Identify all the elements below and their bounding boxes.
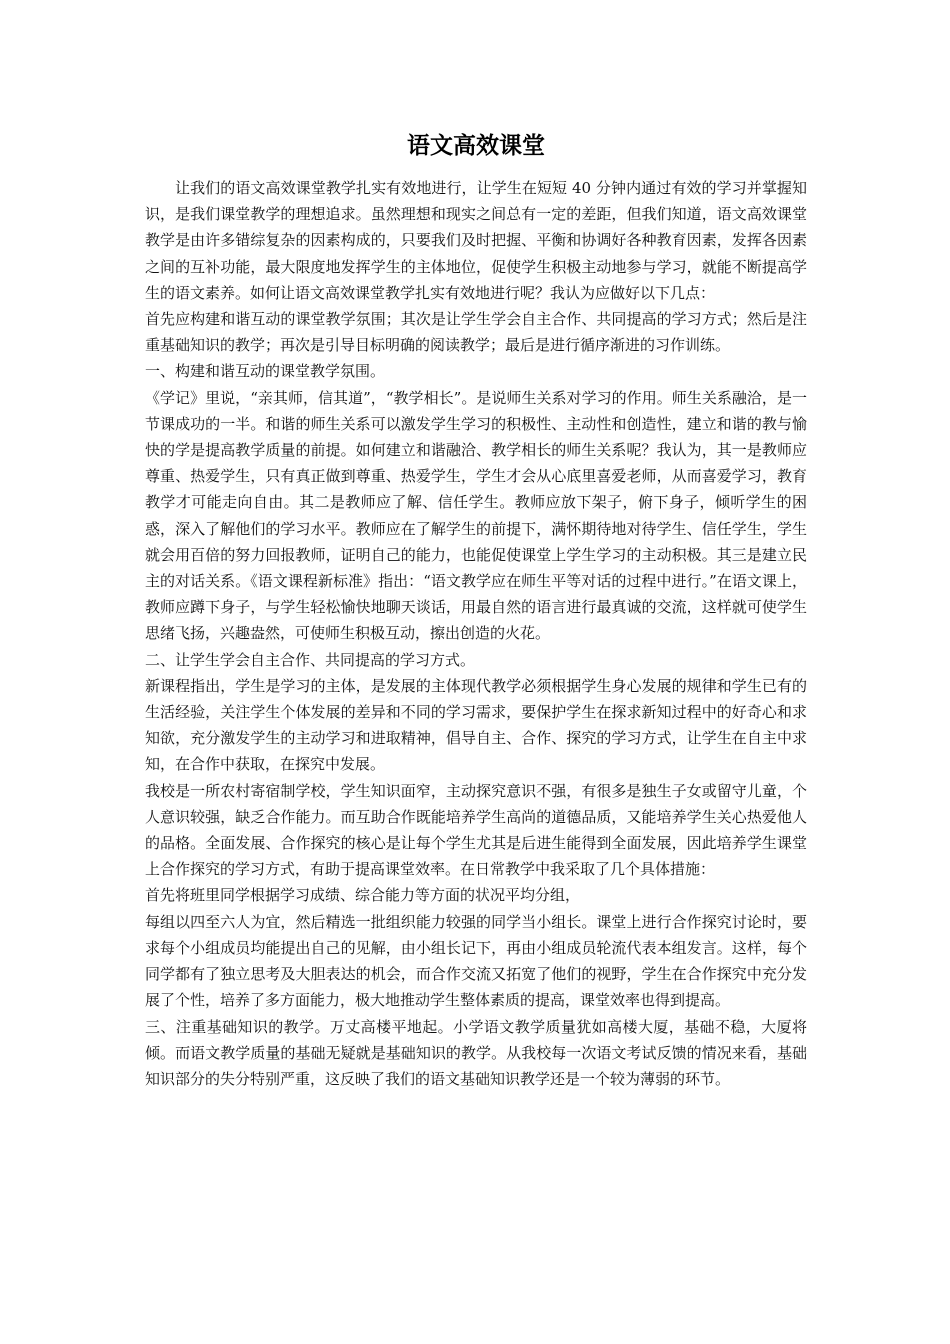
paragraph-section-2c: 首先将班里同学根据学习成绩、综合能力等方面的状况平均分组， [145,886,581,905]
paragraph-overview: 首先应构建和谐互动的课堂教学氛围；其次是让学生学会自主合作、共同提高的学习方式；然后是注重基础知识的教学；再次是引导目标明确的阅读教学；最后是进行循序渐进的习作训练。 [145,310,807,355]
paragraph-section-3: 三、注重基础知识的教学。万丈高楼平地起。小学语文教学质量犹如高楼大厦，基础不稳，大厦将倾。而语文教学质量的基础无疑就是基础知识的教学。从我校每一次语文考试反馈的情况来看，基础知识部分的失分特别严重，这反映了我们的语文基础知识教学还是一个较为薄弱的环节。 [145,1017,807,1088]
paragraph-section-2d: 每组以四至六人为宜，然后精选一批组织能力较强的同学当小组长。课堂上进行合作探究讨论时，要求每个小组成员均能提出自己的见解，由小组长记下，再由小组成员轮流代表本组发言。这样，每个同学都有了独立思考及大胆表达的机会，而合作交流又拓宽了他们的视野，学生在合作探究中充分发展了个性，培养了多方面能力，极大地推动学生整体素质的提高，课堂效率也得到提高。 [145,912,807,1010]
document-title: 语文高效课堂 [407,132,545,159]
document-body [145,175,807,1092]
section-heading-2: 二、让学生学会自主合作、共同提高的学习方式。 [145,650,476,669]
paragraph-section-2a: 新课程指出，学生是学习的主体，是发展的主体现代教学必须根据学生身心发展的规律和学生已有的生活经验，关注学生个体发展的差异和不同的学习需求，要保护学生在探求新知过程中的好奇心和求知欲，充分激发学生的主动学习和进取精神，倡导自主、合作、探究的学习方式，让学生在自主中求知，在合作中获取，在探究中发展。 [145,676,807,774]
paragraph-intro: 让我们的语文高效课堂教学扎实有效地进行，让学生在短短 40 分钟内通过有效的学习并掌握知识，是我们课堂教学的理想追求。虽然理想和现实之间总有一定的差距，但我们知道，语文高效课堂教学是由许多错综复杂的因素构成的，只要我们及时把握、平衡和协调好各种教育因素，发挥各因素之间的互补功能，最大限度地发挥学生的主体地位，促使学生积极主动地参与学习，就能不断提高学生的语文素养。如何让语文高效课堂教学扎实有效地进行呢？我认为应做好以下几点： [145,179,807,302]
paragraph-section-2b: 我校是一所农村寄宿制学校，学生知识面窄，主动探究意识不强，有很多是独生子女或留守儿童，个人意识较强，缺乏合作能力。而互助合作既能培养学生高尚的道德品质，又能培养学生关心热爱他人的品格。全面发展、合作探究的核心是让每个学生尤其是后进生能得到全面发展，因此培养学生课堂上合作探究的学习方式，有助于提高课堂效率。在日常教学中我采取了几个具体措施： [145,781,807,879]
section-heading-1: 一、构建和谐互动的课堂教学氛围。 [145,362,386,381]
paragraph-section-1: 《学记》里说，“亲其师，信其道”，“教学相长”。是说师生关系对学习的作用。师生关系融洽，是一节课成功的一半。和谐的师生关系可以激发学生学习的积极性、主动性和创造性，建立和谐的教与愉快的学是提高教学质量的前提。如何建立和谐融洽、教学相长的师生关系呢？我认为，其一是教师应尊重、热爱学生，只有真正做到尊重、热爱学生，学生才会从心底里喜爱老师，从而喜爱学习，教育教学才可能走向自由。其二是教师应了解、信任学生。教师应放下架子，俯下身子，倾听学生的困惑，深入了解他们的学习水平。教师应在了解学生的前提下，满怀期待地对待学生、信任学生，学生就会用百倍的努力回报教师，证明自己的能力，也能促使课堂上学生学习的主动积极。其三是建立民主的对话关系。《语文课程新标准》指出：“语文教学应在师生平等对话的过程中进行。”在语文课上，教师应蹲下身子，与学生轻松愉快地聊天谈话，用最自然的语言进行最真诚的交流，这样就可使学生思绪飞扬，兴趣盎然，可使师生积极互动，擦出创造的火花。 [145,388,807,643]
